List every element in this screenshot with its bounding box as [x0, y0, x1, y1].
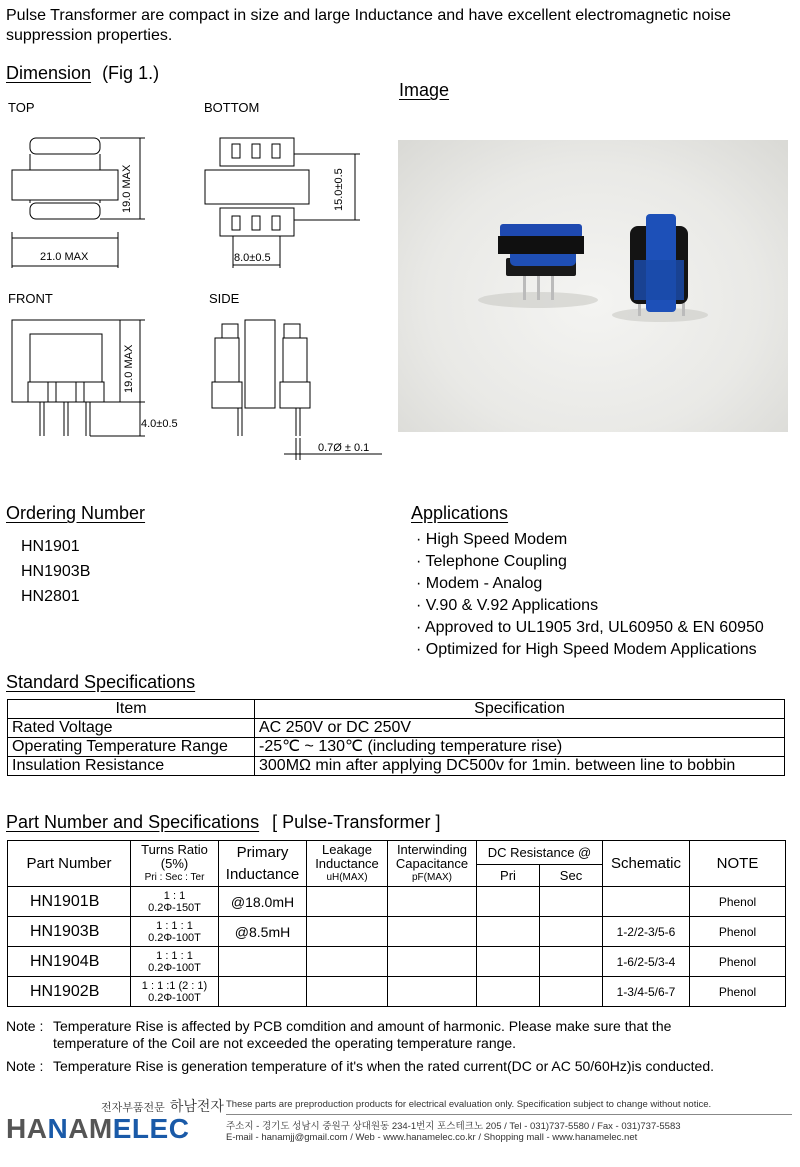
note-cell: Phenol: [690, 977, 786, 1007]
footer-contact: E-mail - hanamjj@gmail.com / Web - www.hanamelec.co.kr / Shopping mall - www.hanamelec.net: [226, 1132, 638, 1143]
company-logo: [6, 1113, 189, 1145]
turns-cell: [131, 917, 219, 947]
table-row: [8, 887, 786, 917]
table-row: [8, 738, 785, 757]
capacitance-cell: [388, 887, 477, 917]
leakage-cell: [307, 917, 388, 947]
dimension-title: Dimension: [6, 63, 92, 83]
logo-elec: ELEC: [112, 1113, 190, 1144]
standard-specs-table: [7, 699, 785, 776]
wire-spec: 0.2Φ-100T: [148, 991, 201, 1004]
dim-bottom-width: 8.0±0.5: [234, 252, 271, 264]
sec-res-cell: [540, 947, 603, 977]
leakage-cell: [307, 947, 388, 977]
turns-cell: [131, 947, 219, 977]
application-item: · High Speed Modem: [416, 531, 568, 548]
spec-value: 300MΩ min after applying DC500v for 1min. between line to bobbin: [255, 757, 785, 776]
pri-res-cell: [477, 917, 540, 947]
inductance-cell: @18.0mH: [219, 887, 307, 917]
part-numbers-heading: [6, 812, 441, 833]
note-cell: Phenol: [690, 887, 786, 917]
column-header: [388, 841, 477, 887]
note-2-text: Temperature Rise is generation temperature of it's when the rated current(DC or AC 50/60Hz)is conducted.: [53, 1058, 714, 1074]
application-item: · Modem - Analog: [416, 575, 543, 592]
primary-label: Primary: [236, 843, 289, 861]
note-cell: Phenol: [690, 917, 786, 947]
dim-bottom-height: 15.0±0.5: [333, 168, 345, 211]
ordering-item: HN1901: [21, 538, 80, 555]
part-number-cell: HN1903B: [8, 917, 131, 947]
column-header: DC Resistance @: [477, 841, 603, 865]
note-1-line-1: Temperature Rise is affected by PCB comdition and amount of harmonic. Please make sure that the: [53, 1018, 672, 1034]
note-1-prefix: Note :: [6, 1018, 44, 1034]
dim-pin-dia: 0.7Ø ± 0.1: [318, 442, 370, 454]
ordering-item: HN2801: [21, 588, 80, 605]
korean-tagline: [101, 1096, 224, 1116]
leakage-cell: [307, 977, 388, 1007]
schematic-cell: [603, 887, 690, 917]
bottom-view-label: BOTTOM: [204, 100, 260, 115]
column-header: NOTE: [690, 841, 786, 887]
table-row: [8, 977, 786, 1007]
image-title: Image: [399, 80, 450, 100]
note-1-line-2: temperature of the Coil are not exceeded the operating temperature range.: [53, 1035, 517, 1051]
capacitance-cell: [388, 917, 477, 947]
logo-ha: HA: [6, 1113, 48, 1144]
spec-value: AC 250V or DC 250V: [255, 719, 785, 738]
table-header-row: [8, 700, 785, 719]
spec-item: Rated Voltage: [8, 719, 255, 738]
product-photo: [398, 140, 788, 432]
part-number-cell: HN1902B: [8, 977, 131, 1007]
leakage-label: Leakage Inductance: [315, 841, 379, 871]
dimension-heading: [6, 63, 159, 84]
column-header: Schematic: [603, 841, 690, 887]
spec-item: Insulation Resistance: [8, 757, 255, 776]
table-row: [8, 719, 785, 738]
logo-n: N: [47, 1113, 69, 1144]
turns-sub-label: Pri : Sec : Ter: [144, 871, 205, 883]
column-header: Specification: [255, 700, 785, 719]
korean-name: 하남전자: [169, 1098, 224, 1114]
interwinding-label: Interwinding Capacitance: [395, 841, 469, 871]
note-cell: Phenol: [690, 947, 786, 977]
ordering-item: HN1903B: [21, 563, 91, 580]
footer-divider: [226, 1114, 792, 1115]
dim-front-height: 19.0 MAX: [123, 344, 135, 393]
sec-res-cell: [540, 977, 603, 1007]
column-header: [307, 841, 388, 887]
footer-disclaimer: These parts are preproduction products for electrical evaluation only. Specification subject to change without notice.: [226, 1099, 712, 1110]
turns-ratio: 1 : 1 :1 (2 : 1): [141, 979, 208, 992]
column-header: [131, 841, 219, 887]
note-2-prefix: Note :: [6, 1058, 44, 1074]
schematic-cell: 1-2/2-3/5-6: [603, 917, 690, 947]
side-view-label: SIDE: [209, 291, 240, 306]
pri-res-cell: [477, 887, 540, 917]
turns-ratio: 1 : 1: [163, 889, 186, 902]
top-view-label: TOP: [8, 100, 35, 115]
capacitance-cell: [388, 947, 477, 977]
schematic-cell: 1-6/2-5/3-4: [603, 947, 690, 977]
sec-res-cell: [540, 887, 603, 917]
turns-cell: [131, 977, 219, 1007]
column-header: Item: [8, 700, 255, 719]
schematic-cell: 1-3/4-5/6-7: [603, 977, 690, 1007]
leakage-cell: [307, 887, 388, 917]
table-header-row: [8, 841, 786, 865]
part-numbers-subtitle: [ Pulse-Transformer ]: [272, 812, 441, 832]
inductance-cell: [219, 947, 307, 977]
wire-spec: 0.2Φ-100T: [148, 931, 201, 944]
turns-ratio: 1 : 1 : 1: [156, 949, 193, 962]
ordering-title: Ordering Number: [6, 503, 146, 523]
turns-cell: [131, 887, 219, 917]
dimension-fig: (Fig 1.): [102, 63, 160, 83]
spec-item: Operating Temperature Range: [8, 738, 255, 757]
column-header: [219, 841, 307, 887]
column-header: Sec: [540, 865, 603, 887]
column-header: Part Number: [8, 841, 131, 887]
inductance-label: Inductance: [225, 865, 300, 883]
turns-pct-label: (5%): [160, 855, 189, 871]
inductance-cell: @8.5mH: [219, 917, 307, 947]
sec-res-cell: [540, 917, 603, 947]
part-numbers-title: Part Number and Specifications: [6, 812, 260, 832]
footer-address: 주소지 - 경기도 성남시 중원구 상대원동 234-1번지 포스테크노 205 / Tel - 031)737-5580 / Fax - 031)737-5583: [226, 1121, 681, 1132]
front-view-label: FRONT: [8, 291, 53, 306]
spec-value: -25℃ ~ 130℃ (including temperature rise): [255, 738, 785, 757]
wire-spec: 0.2Φ-100T: [148, 961, 201, 974]
wire-spec: 0.2Φ-150T: [148, 901, 201, 914]
interwinding-unit: pF(MAX): [412, 871, 452, 883]
table-row: [8, 947, 786, 977]
dim-pin-length: 4.0±0.5: [141, 418, 178, 430]
application-item: · Optimized for High Speed Modem Applications: [416, 641, 757, 658]
column-header: Pri: [477, 865, 540, 887]
turns-ratio: 1 : 1 : 1: [156, 919, 193, 932]
standard-specs-title: Standard Specifications: [6, 672, 196, 692]
pri-res-cell: [477, 947, 540, 977]
applications-title: Applications: [411, 503, 509, 523]
part-numbers-table: [7, 840, 786, 1007]
side-view-drawing: [212, 320, 382, 460]
leakage-unit: uH(MAX): [326, 871, 368, 883]
part-number-cell: HN1901B: [8, 887, 131, 917]
table-row: [8, 757, 785, 776]
pri-res-cell: [477, 977, 540, 1007]
application-item: · Approved to UL1905 3rd, UL60950 & EN 60950: [416, 619, 764, 636]
intro-text: Pulse Transformer are compact in size and large Inductance and have excellent electromagnetic noise suppression properties.: [6, 7, 731, 44]
capacitance-cell: [388, 977, 477, 1007]
korean-tag: 전자부품전문: [101, 1102, 165, 1114]
table-row: [8, 917, 786, 947]
dim-top-width: 21.0 MAX: [40, 251, 89, 263]
logo-am: AM: [68, 1113, 113, 1144]
dim-top-height: 19.0 MAX: [121, 164, 133, 213]
part-number-cell: HN1904B: [8, 947, 131, 977]
application-item: · Telephone Coupling: [416, 553, 567, 570]
turns-ratio-label: Turns Ratio: [141, 841, 208, 857]
inductance-cell: [219, 977, 307, 1007]
application-item: · V.90 & V.92 Applications: [416, 597, 599, 614]
